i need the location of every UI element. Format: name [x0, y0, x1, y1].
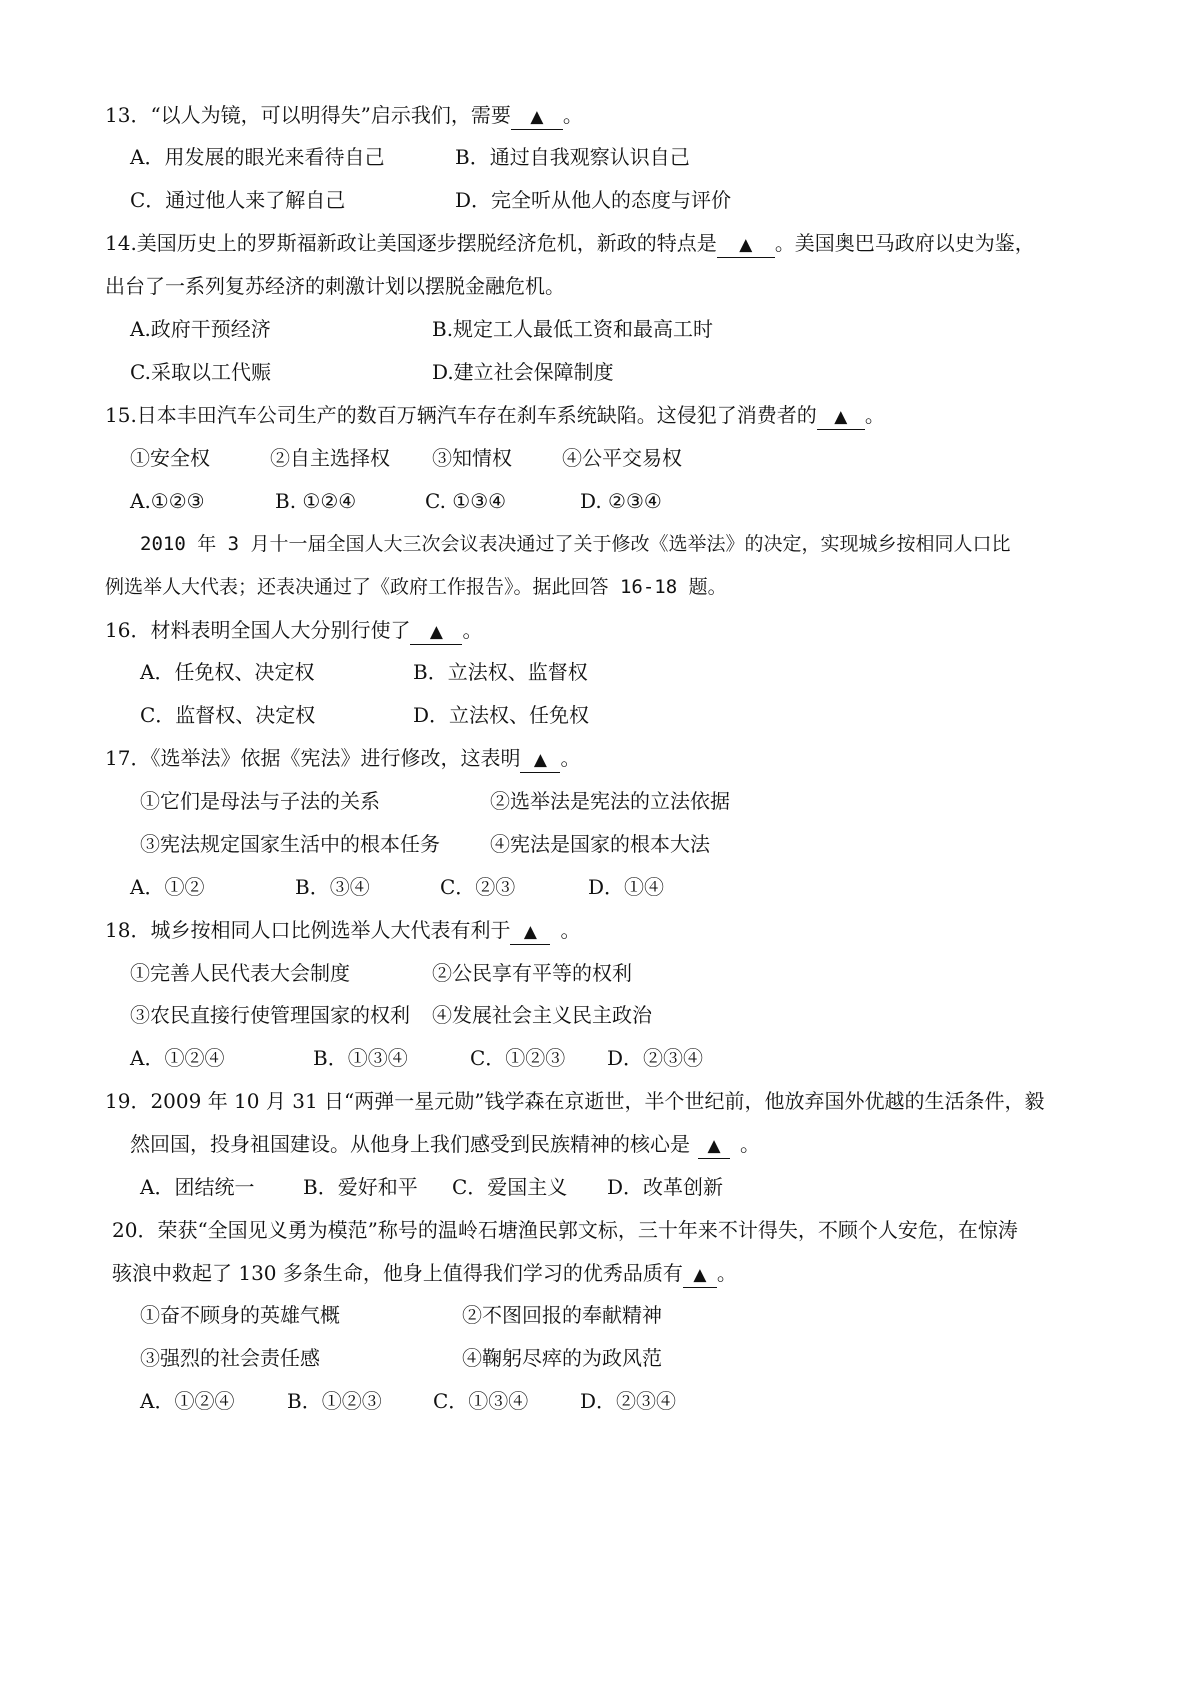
- q18-option-b: B．①③④: [313, 1046, 408, 1070]
- q17-item-3: ③宪法规定国家生活中的根本任务: [140, 832, 440, 856]
- q19-option-d: D．改革创新: [607, 1175, 724, 1199]
- q14-stem-line2: 出台了一系列复苏经济的刺激计划以摆脱金融危机。: [105, 274, 565, 298]
- material-line-2: 例选举人大代表；还表决通过了《政府工作报告》。据此回答 16-18 题。: [105, 576, 727, 598]
- q13-option-d: D．完全听从他人的态度与评价: [455, 188, 732, 212]
- q20-option-b: B．①②③: [287, 1389, 382, 1413]
- q18-item-1: ①完善人民代表大会制度: [130, 961, 350, 985]
- q16-option-d: D．立法权、任免权: [413, 703, 590, 727]
- answer-blank: ▲: [520, 748, 560, 773]
- q14-option-b: B.规定工人最低工资和最高工时: [432, 317, 714, 341]
- q14-option-a: A.政府干预经济: [130, 317, 271, 341]
- q13-option-c: C．通过他人来了解自己: [130, 188, 346, 212]
- q18-option-a: A．①②④: [130, 1046, 225, 1070]
- answer-blank: ▲: [510, 920, 550, 945]
- q15-option-d: D. ②③④: [580, 489, 662, 513]
- answer-blank: ▲: [698, 1134, 730, 1159]
- q20-option-d: D．②③④: [580, 1389, 677, 1413]
- q18-option-d: D．②③④: [607, 1046, 704, 1070]
- material-line-1: 2010 年 3 月十一届全国人大三次会议表决通过了关于修改《选举法》的决定，实现城乡按相同人口比: [140, 533, 1011, 555]
- q15-option-c: C. ①③④: [425, 489, 507, 513]
- q15-item-4: ④公平交易权: [562, 446, 682, 470]
- answer-blank: ▲: [683, 1263, 717, 1288]
- q16-option-a: A．任免权、决定权: [140, 660, 315, 684]
- q20-stem-line1: 20．荣获“全国见义勇为模范”称号的温岭石塘渔民郭文标，三十年来不计得失，不顾个人安危，在惊涛: [112, 1218, 1018, 1242]
- q20-option-a: A．①②④: [140, 1389, 235, 1413]
- q15-option-b: B. ①②④: [275, 489, 357, 513]
- answer-blank: ▲: [410, 620, 462, 645]
- q17-option-d: D．①④: [588, 875, 665, 899]
- q18-option-c: C．①②③: [470, 1046, 566, 1070]
- q20-option-c: C．①③④: [433, 1389, 529, 1413]
- answer-blank: ▲: [817, 405, 865, 430]
- q17-option-c: C．②③: [440, 875, 516, 899]
- q15-stem: 15.日本丰田汽车公司生产的数百万辆汽车存在刹车系统缺陷。这侵犯了消费者的 ▲ 。: [105, 400, 885, 430]
- q15-option-a: A.①②③: [130, 489, 205, 513]
- q15-item-1: ①安全权: [130, 446, 210, 470]
- q17-item-2: ②选举法是宪法的立法依据: [490, 789, 730, 813]
- q17-item-4: ④宪法是国家的根本大法: [490, 832, 710, 856]
- q17-item-1: ①它们是母法与子法的关系: [140, 789, 380, 813]
- q13-option-b: B．通过自我观察认识自己: [455, 145, 690, 169]
- q14-option-c: C.采取以工代赈: [130, 360, 271, 384]
- q17-stem: 17．《选举法》依据《宪法》进行修改，这表明 ▲ 。: [105, 743, 580, 773]
- q19-stem: 然回国，投身祖国建设。从他身上我们感受到民族精神的核心是 ▲ 。: [130, 1129, 760, 1159]
- q20-stem: 骇浪中救起了 130 多条生命，他身上值得我们学习的优秀品质有 ▲ 。: [112, 1258, 737, 1288]
- q19-option-b: B．爱好和平: [303, 1175, 418, 1199]
- q14-stem: 14.美国历史上的罗斯福新政让美国逐步摆脱经济危机，新政的特点是 ▲ 。美国奥巴马政府以史为鉴，: [105, 228, 1035, 258]
- q18-item-4: ④发展社会主义民主政治: [432, 1003, 652, 1027]
- q20-item-2: ②不图回报的奉献精神: [462, 1303, 662, 1327]
- q19-option-c: C．爱国主义: [452, 1175, 568, 1199]
- q15-item-2: ②自主选择权: [270, 446, 390, 470]
- q18-item-3: ③农民直接行使管理国家的权利: [130, 1003, 410, 1027]
- q14-option-d: D.建立社会保障制度: [432, 360, 614, 384]
- q15-item-3: ③知情权: [432, 446, 512, 470]
- q18-item-2: ②公民享有平等的权利: [432, 961, 632, 985]
- answer-blank: ▲: [511, 105, 563, 130]
- q20-item-1: ①奋不顾身的英雄气概: [140, 1303, 340, 1327]
- q19-stem-line1: 19．2009 年 10 月 31 日“两弹一星元勋”钱学森在京逝世，半个世纪前，他放弃国外优越的生活条件，毅: [105, 1089, 1045, 1113]
- q16-option-c: C．监督权、决定权: [140, 703, 316, 727]
- q17-option-b: B．③④: [295, 875, 370, 899]
- answer-blank: ▲: [717, 233, 775, 258]
- q20-item-3: ③强烈的社会责任感: [140, 1346, 320, 1370]
- q20-item-4: ④鞠躬尽瘁的为政风范: [462, 1346, 662, 1370]
- q18-stem: 18．城乡按相同人口比例选举人大代表有利于 ▲ 。: [105, 915, 580, 945]
- q16-option-b: B．立法权、监督权: [413, 660, 588, 684]
- q13-option-a: A．用发展的眼光来看待自己: [130, 145, 385, 169]
- q19-option-a: A．团结统一: [140, 1175, 255, 1199]
- q16-stem: 16．材料表明全国人大分别行使了 ▲ 。: [105, 615, 482, 645]
- q17-option-a: A．①②: [130, 875, 205, 899]
- q13-stem: 13．“以人为镜，可以明得失”启示我们，需要 ▲ 。: [105, 100, 583, 130]
